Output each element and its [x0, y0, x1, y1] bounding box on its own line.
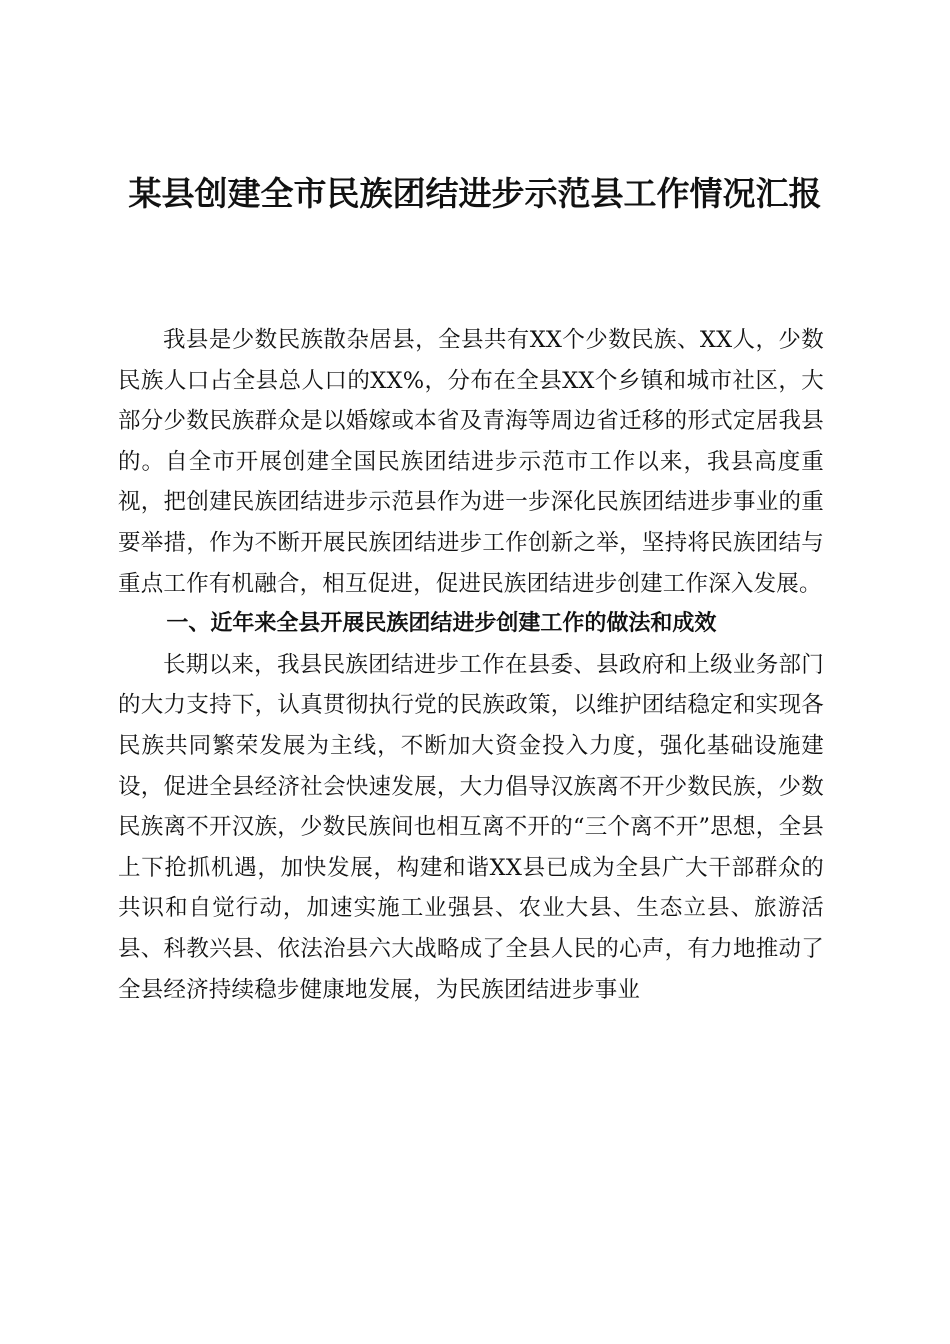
- document-body: [118, 320, 824, 1010]
- section-1-paragraph: 长期以来，我县民族团结进步工作在县委、县政府和上级业务部门的大力支持下，认真贯彻执行党的民族政策，以维护团结稳定和实现各民族共同繁荣发展为主线，不断加大资金投入力度，强化基础设施建设，促进全县经济社会快速发展，大力倡导汉族离不开少数民族，少数民族离不开汉族，少数民族间也相互离不开的“三个离不开”思想，全县上下抢抓机遇，加快发展，构建和谐XX县已成为全县广大干部群众的共识和自觉行动，加速实施工业强县、农业大县、生态立县、旅游活县、科教兴县、依法治县六大战略成了全县人民的心声，有力地推动了全县经济持续稳步健康地发展，为民族团结进步事业: [118, 651, 824, 1003]
- document-title: 某县创建全市民族团结进步示范县工作情况汇报: [128, 174, 822, 213]
- intro-paragraph: 我县是少数民族散杂居县，全县共有XX个少数民族、XX人，少数民族人口占全县总人口的XX%，分布在全县XX个乡镇和城市社区，大部分少数民族群众是以婚嫁或本省及青海等周边省迁移的形式定居我县的。自全市开展创建全国民族团结进步示范市工作以来，我县高度重视，把创建民族团结进步示范县作为进一步深化民族团结进步事业的重要举措，作为不断开展民族团结进步工作创新之举，坚持将民族团结与重点工作有机融合，相互促进，促进民族团结进步创建工作深入发展。: [118, 327, 824, 597]
- section-heading-1: 一、近年来全县开展民族团结进步创建工作的做法和成效: [166, 611, 717, 637]
